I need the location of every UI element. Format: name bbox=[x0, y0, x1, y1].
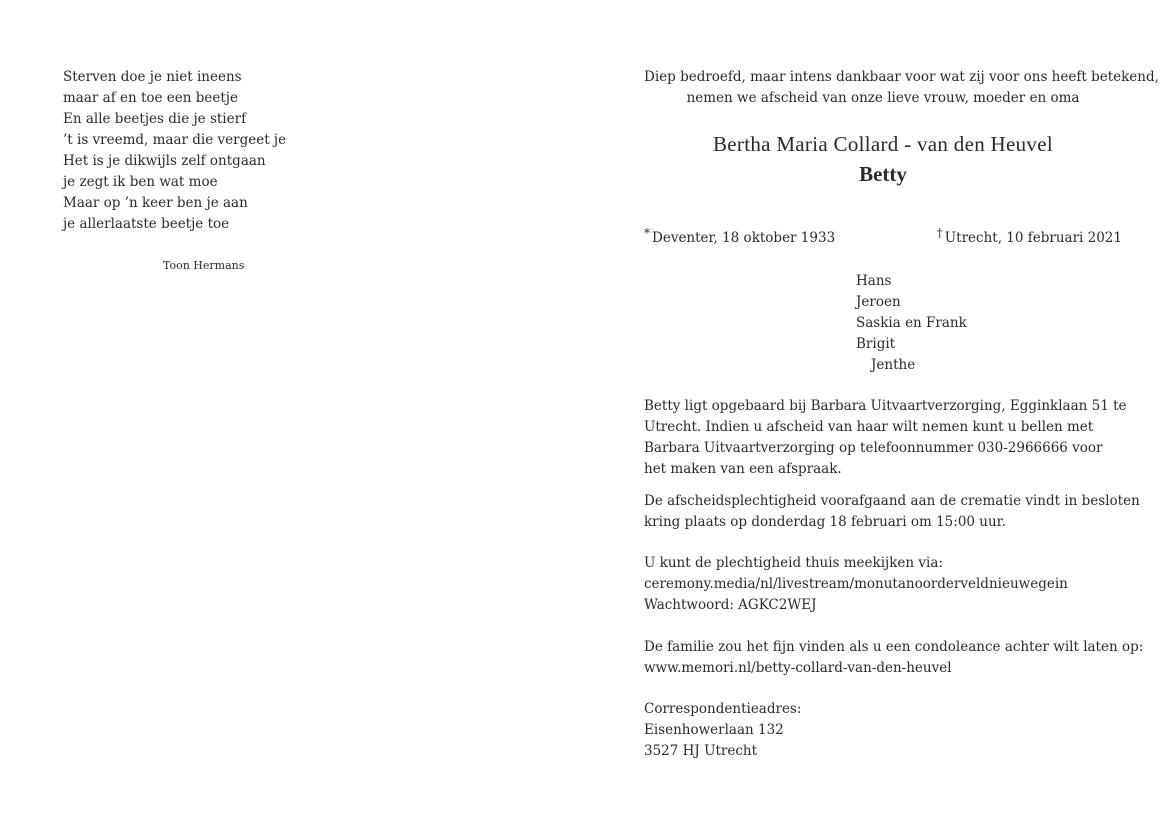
intro-text bbox=[644, 67, 1159, 109]
family-member: Brigit bbox=[856, 336, 896, 352]
birth-text: Deventer, 18 oktober 1933 bbox=[652, 230, 836, 246]
paragraph-line: kring plaats op donderdag 18 februari om 15:00 uur. bbox=[644, 514, 1006, 530]
paragraph-line: Betty ligt opgebaard bij Barbara Uitvaartverzorging, Egginklaan 51 te bbox=[644, 398, 1127, 414]
family-member: Jenthe bbox=[871, 357, 916, 373]
livestream-link[interactable]: ceremony.media/nl/livestream/monutanoorderveldnieuwegein bbox=[644, 576, 1068, 592]
poem-line: ’t is vreemd, maar die vergeet je bbox=[63, 132, 287, 148]
condolence-link[interactable]: www.memori.nl/betty-collard-van-den-heuvel bbox=[644, 660, 952, 676]
paragraph-line: Barbara Uitvaartverzorging op telefoonnummer 030-2966666 voor bbox=[644, 440, 1103, 456]
poem-line: Sterven doe je niet ineens bbox=[63, 69, 242, 85]
poem-line: En alle beetjes die je stierf bbox=[63, 111, 247, 127]
family-member: Saskia en Frank bbox=[856, 315, 967, 331]
poem-line: Het is je dikwijls zelf ontgaan bbox=[63, 153, 266, 169]
paragraph-line: U kunt de plechtigheid thuis meekijken via: bbox=[644, 555, 943, 571]
family-list bbox=[856, 271, 967, 376]
poem-line: Maar op ’n keer ben je aan bbox=[63, 195, 248, 211]
paragraph-line: Utrecht. Indien u afscheid van haar wilt nemen kunt u bellen met bbox=[644, 419, 1094, 435]
address-city: 3527 HJ Utrecht bbox=[644, 743, 758, 759]
deceased-nickname: Betty bbox=[859, 162, 907, 186]
livestream-paragraph bbox=[644, 553, 1068, 616]
poem-line: je allerlaatste beetje toe bbox=[63, 216, 230, 232]
death-info bbox=[936, 226, 1122, 246]
paragraph-line: het maken van een afspraak. bbox=[644, 461, 842, 477]
correspondence-address bbox=[644, 699, 801, 762]
family-member: Hans bbox=[856, 273, 892, 289]
intro-line: Diep bedroefd, maar intens dankbaar voor wat zij voor ons heeft betekend, bbox=[644, 69, 1159, 85]
condolence-paragraph bbox=[644, 637, 1143, 679]
death-cross-icon: † bbox=[936, 226, 943, 240]
poem-author: Toon Hermans bbox=[163, 259, 245, 272]
laid-out-paragraph bbox=[644, 396, 1127, 480]
address-street: Eisenhowerlaan 132 bbox=[644, 722, 784, 738]
deceased-full-name: Bertha Maria Collard - van den Heuvel bbox=[713, 132, 1053, 156]
intro-line: nemen we afscheid van onze lieve vrouw, moeder en oma bbox=[686, 90, 1080, 106]
ceremony-paragraph bbox=[644, 491, 1140, 533]
birth-info bbox=[644, 226, 836, 246]
poem bbox=[63, 67, 286, 235]
paragraph-line: De familie zou het fijn vinden als u een condoleance achter wilt laten op: bbox=[644, 639, 1144, 655]
poem-line: je zegt ik ben wat moe bbox=[63, 174, 218, 190]
poem-line: maar af en toe een beetje bbox=[63, 90, 238, 106]
address-heading: Correspondentieadres: bbox=[644, 701, 802, 717]
family-member: Jeroen bbox=[856, 294, 901, 310]
paragraph-line: De afscheidsplechtigheid voorafgaand aan de crematie vindt in besloten bbox=[644, 493, 1140, 509]
livestream-password: Wachtwoord: AGKC2WEJ bbox=[644, 597, 817, 613]
birth-star-icon: * bbox=[644, 226, 650, 240]
death-text: Utrecht, 10 februari 2021 bbox=[944, 230, 1122, 246]
